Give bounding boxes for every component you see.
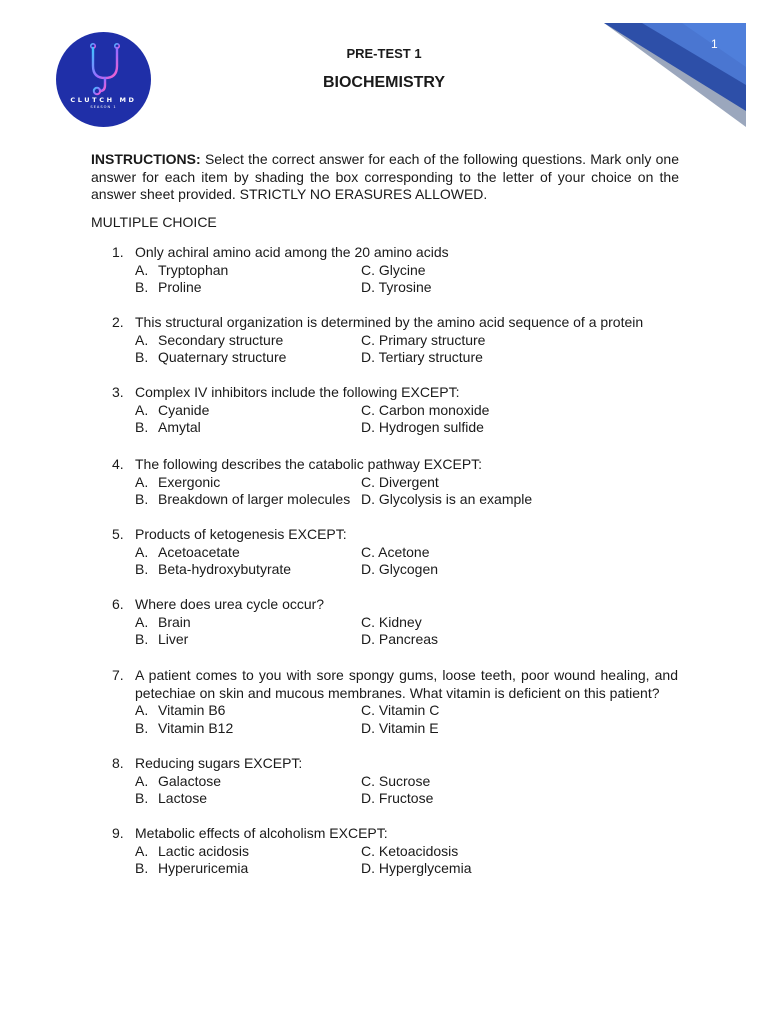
option-text: Sucrose [378,772,431,789]
answer-option [361,544,430,560]
answer-option [361,419,484,435]
option-text: Tyrosine [378,279,432,296]
question-number: 4. [112,456,124,472]
section-title: MULTIPLE CHOICE [91,214,217,230]
option-letter: C. [361,331,375,348]
option-text: Carbon monoxide [378,401,490,418]
option-letter: A. [135,401,149,418]
option-text: Proline [158,279,202,296]
option-letter: B. [135,790,149,807]
answer-option [361,773,430,789]
question-text: This structural organization is determined by the amino acid sequence of a protein [135,314,644,330]
answer-option [361,262,426,278]
option-letter: B. [135,279,149,296]
option-letter: C. [361,543,375,560]
answer-option [361,402,489,418]
question-number: 1. [112,244,124,260]
option-letter: C. [361,772,375,789]
question-number: 9. [112,825,124,841]
option-text: Galactose [158,772,222,789]
option-text: Hydrogen sulfide [378,419,484,436]
option-letter: D. [361,561,375,578]
option-text: Glycine [378,261,426,278]
option-letter: A. [135,613,149,630]
option-text: Breakdown of larger molecules [158,491,351,508]
question-number: 2. [112,314,124,330]
option-letter: B. [135,419,149,436]
question-text: Where does urea cycle occur? [135,596,325,612]
option-text: Acetone [378,543,430,560]
question-number: 3. [112,384,124,400]
option-text: Ketoacidosis [378,842,459,859]
answer-option [361,474,439,490]
option-text: Exergonic [158,473,221,490]
option-letter: C. [361,613,375,630]
answer-option [361,790,433,806]
option-text: Lactic acidosis [158,842,250,859]
option-letter: A. [135,702,149,718]
answer-option [361,614,422,630]
option-letter: B. [135,349,149,366]
option-text: Vitamin E [378,719,439,736]
option-letter: C. [361,702,375,718]
question-text: Reducing sugars EXCEPT: [135,755,303,771]
option-text: Secondary structure [158,331,284,348]
answer-option [361,332,485,348]
question-text: Complex IV inhibitors include the following EXCEPT: [135,384,460,400]
question-text: Products of ketogenesis EXCEPT: [135,526,347,542]
answer-option [361,720,439,736]
option-letter: B. [135,719,149,736]
option-text: Fructose [378,790,434,807]
question-text: Metabolic effects of alcoholism EXCEPT: [135,825,388,841]
option-text: Glycogen [378,561,439,578]
option-letter: B. [135,491,149,508]
option-letter: A. [135,842,149,859]
option-letter: D. [361,719,375,736]
option-letter: A. [135,331,149,348]
option-letter: B. [135,631,149,648]
question-text: Only achiral amino acid among the 20 amino acids [135,244,449,260]
option-text: Vitamin B6 [158,702,226,718]
option-text: Lactose [158,790,208,807]
option-text: Vitamin C [378,702,440,718]
option-letter: D. [361,790,375,807]
option-letter: C. [361,261,375,278]
option-letter: D. [361,631,375,648]
instructions [91,151,679,204]
option-text: Cyanide [158,401,210,418]
option-text: Primary structure [378,331,486,348]
answer-option [361,491,532,507]
option-text: Amytal [158,419,201,436]
question-text: The following describes the catabolic pathway EXCEPT: [135,456,483,472]
option-text: Brain [158,613,191,630]
option-letter: B. [135,860,149,877]
option-text: Kidney [378,613,422,630]
option-letter: A. [135,261,149,278]
answer-option [361,860,471,876]
instructions-label: INSTRUCTIONS: [91,151,201,167]
option-text: Acetoacetate [158,543,240,560]
option-letter: C. [361,842,375,859]
option-letter: B. [135,561,149,578]
answer-option [361,702,439,718]
question-number: 5. [112,526,124,542]
option-letter: C. [361,473,375,490]
option-letter: C. [361,401,375,418]
option-text: Pancreas [378,631,439,648]
option-text: Hyperuricemia [158,860,249,877]
option-letter: D. [361,491,375,508]
question-number: 8. [112,755,124,771]
option-text: Beta-hydroxybutyrate [158,561,292,578]
option-letter: D. [361,349,375,366]
option-letter: D. [361,419,375,436]
option-text: Quaternary structure [158,349,287,366]
subject-title: BIOCHEMISTRY [322,74,446,91]
answer-option [361,561,438,577]
option-text: Divergent [378,473,439,490]
pretest-title: PRE-TEST 1 [346,46,422,61]
option-letter: A. [135,543,149,560]
option-letter: D. [361,860,375,877]
logo-season: SEASON 1 [90,105,117,109]
option-text: Vitamin B12 [158,719,234,736]
option-text: Tertiary structure [378,349,483,366]
answer-option [361,349,483,365]
option-letter: A. [135,772,149,789]
logo-name: CLUTCH MD [70,96,137,104]
question-number: 7. [112,667,124,683]
answer-option [361,631,438,647]
option-letter: A. [135,473,149,490]
answer-option [361,843,458,859]
answer-option [361,279,432,295]
option-text: Tryptophan [158,261,229,278]
question-number: 6. [112,596,124,612]
question-text: A patient comes to you with sore spongy gums, loose teeth, poor wound healing, and petechiae on skin and mucous membranes. What vitamin is deficient on this patient? [135,667,678,701]
page-number: 1 [711,37,718,51]
option-text: Liver [158,631,189,648]
option-text: Hyperglycemia [378,860,472,877]
option-letter: D. [361,279,375,296]
option-text: Glycolysis is an example [378,491,533,508]
instructions-text: Select the correct answer for each of the following questions. Mark only one answer for each item by shading the box corresponding to the letter of your choice on the answer sheet provided. STRICTLY NO ERASURES ALLOWED. [91,151,679,202]
